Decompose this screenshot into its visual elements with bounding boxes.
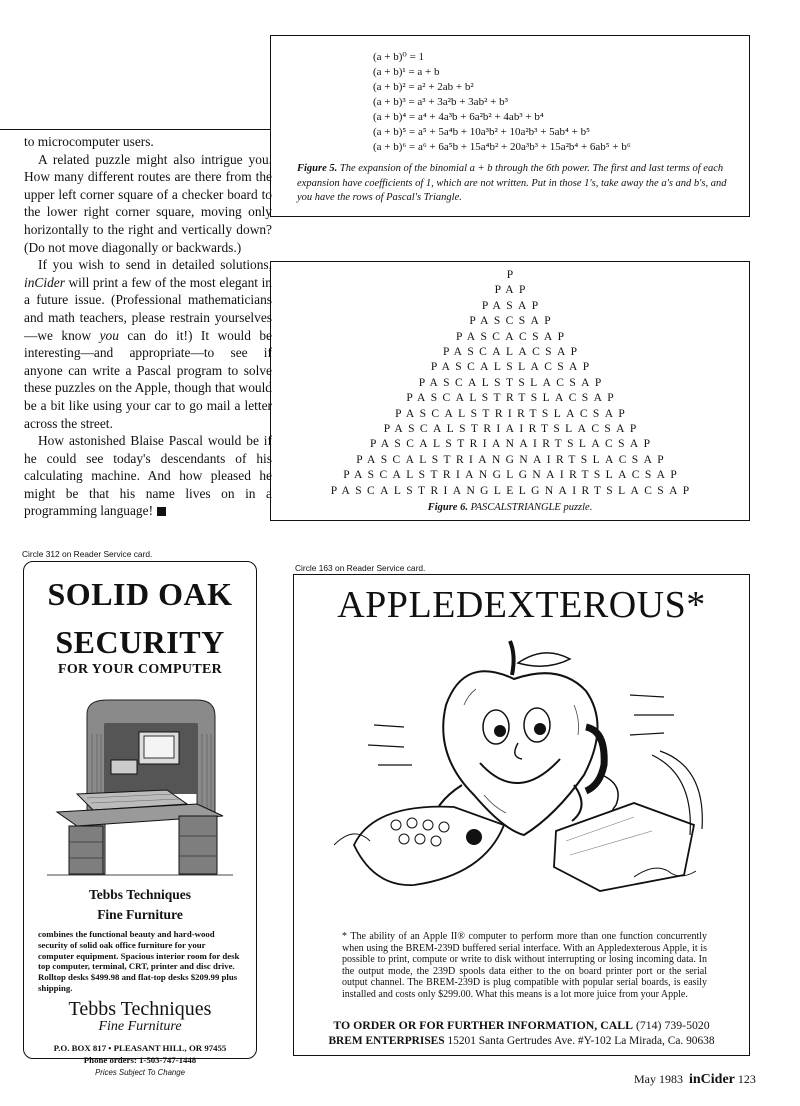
triangle-row-5: PASCACSAP [456,330,570,343]
article-paragraph-1: to microcomputer users. [24,134,154,149]
article-text [24,133,272,520]
triangle-row-11: PASCALSTRIAIRTSLACSAP [383,423,642,436]
magazine-name: inCider [24,274,65,290]
pascal-triangle-puzzle [271,268,749,499]
triangle-row-2: PAP [494,284,531,297]
ad-title: APPLEDEXTEROUS* [337,584,706,626]
tebbs-techniques-ad [23,561,257,1077]
article-paragraph-4: How astonished Blaise Pascal would be if he could see today's descendants of his calculating machine. And how pleased he might be that his name lives on in a programming language! [24,433,272,519]
triangle-row-6: PASCALACSAP [442,346,583,359]
figure-6 [270,261,750,521]
equation-3: (a + b)³ = a³ + 3a²b + 3ab² + b³ [373,96,508,108]
ad-subhead: FOR YOUR COMPUTER [57,662,222,677]
section-rule [0,129,270,130]
reader-service-note-312: Circle 312 on Reader Service card. [22,549,153,559]
equation-5: (a + b)⁵ = a⁵ + 5a⁴b + 10a³b² + 10a²b³ + 5ab⁴ + b⁵ [373,126,590,138]
equation-1: (a + b)¹ = a + b [373,66,440,78]
ad-headline-1: SOLID OAK [47,576,233,612]
figure-6-caption: Figure 6. PASCALSTRIANGLE puzzle. [427,502,593,513]
ad-body-text: * The ability of an Apple II® computer to perform more than one function concurrently when using the BREM-239D buffered serial interface. With an Appledexterous Apple, it is possible to print, compute or write to disk without interrupting or losing incoming data. In the output mode, the 239D spools data either to the on board printer port or the serial output channel. The BREM-239D is plug compatible with popular serial boards, is easily installed and costs only $299.00. What this means is a lot more juice from your Apple. [342,931,707,1000]
article-paragraph-3: If you wish to send in detailed solutions, inCider will print a few of the most elegant in a future issue. (Professional mathematicians and math teachers, please restrain yourselves—we know you can do it!) It would be interesting—and appropriate—to see if anyone can write a Pascal program to solve these puzzles on the Apple, though that would be a bit like using your car to go mail a letter across the street. [24,257,272,431]
reader-service-note-163: Circle 163 on Reader Service card. [295,563,426,573]
equation-0: (a + b)⁰ = 1 [373,51,425,63]
ad-body-text: combines the functional beauty and hard-wood security of solid oak office furniture for your computer equipment. Spacious interior room for desk top computer, terminal, CRT, printer and disc drive. Rolltop desks $499.98 and flat-top desks $209.99 plus shipping. [38,929,240,993]
triangle-row-4: PASCSAP [469,315,556,328]
triangle-row-8: PASCALSTSLACSAP [418,376,607,389]
triangle-row-13: PASCALSTRIANGNAIRTSLACSAP [356,453,670,466]
equation-6: (a + b)⁶ = a⁶ + 6a⁵b + 15a⁴b² + 20a³b³ + 15a²b⁴ + 6ab⁵ + b⁶ [373,141,631,153]
triangle-row-12: PASCALSTRIANAIRTSLACSAP [369,438,656,451]
page-number: 123 [737,1072,756,1086]
ad-brand-tagline: Fine Furniture [97,907,183,922]
ad-order-phone: (714) 739-5020 [635,1018,710,1032]
triangle-row-1: P [506,269,519,281]
ad-brand-name: Tebbs Techniques [89,887,191,902]
equation-2: (a + b)² = a² + 2ab + b² [373,81,474,93]
binomial-equations [373,50,631,155]
article-paragraph-2: A related puzzle might also intrigue you. How many different routes are there from the upper left corner square of a checker board to the lower right corner square, moving only horizontally to the right and vertically down? (Do not move diagonally or backwards.) [24,151,272,255]
tebbs-logo: Tebbs Techniques [68,997,212,1020]
ad-company-line: BREM ENTERPRISES 15201 Santa Gertrudes Ave. #Y-102 La Mirada, Ca. 90638 [328,1035,715,1047]
ad-address: P.O. BOX 817 • PLEASANT HILL, OR 97455 [53,1042,227,1053]
triangle-row-9: PASCALSTRTSLACSAP [406,392,620,405]
triangle-row-3: PASAP [481,299,544,312]
figure-5 [270,35,750,217]
apple-mascot-illustration [334,635,714,897]
magazine-logo: inCider [689,1072,735,1087]
ad-order-line: TO ORDER OR FOR FURTHER INFORMATION, CALL (714) 739-5020 [333,1018,710,1032]
triangle-row-10: PASCALSTRIRTSLACSAP [395,407,631,420]
equation-4: (a + b)⁴ = a⁴ + 4a³b + 6a²b² + 4ab³ + b⁴ [373,111,544,123]
tebbs-logo-script: Fine Furniture [98,1018,182,1034]
figure-5-caption: Figure 5. The expansion of the binomial a + b through the 6th power. The first and last terms of each expansion have coefficients of 1, which are not written. Put in those 1's, take away the a's and b's, and you have the rows of Pascal's Triangle. [297,163,727,203]
brem-enterprises-ad [293,574,750,1056]
ad-headline-2: SECURITY [55,624,225,660]
end-mark-icon [157,507,166,516]
page-footer [634,1072,756,1088]
triangle-row-14: PASCALSTRIANGLGNAIRTSLACSAP [343,469,683,482]
triangle-row-15: PASCALSTRIANGLELGNAIRTSLACSAP [330,484,695,497]
ad-phone: Phone orders: 1-503-747-1448 [83,1054,197,1065]
rolltop-desk-illustration [47,694,233,878]
issue-date: May 1983 [634,1072,683,1086]
ad-price-note: Prices Subject To Change [95,1067,185,1077]
triangle-row-7: PASCALSLACSAP [430,361,595,374]
